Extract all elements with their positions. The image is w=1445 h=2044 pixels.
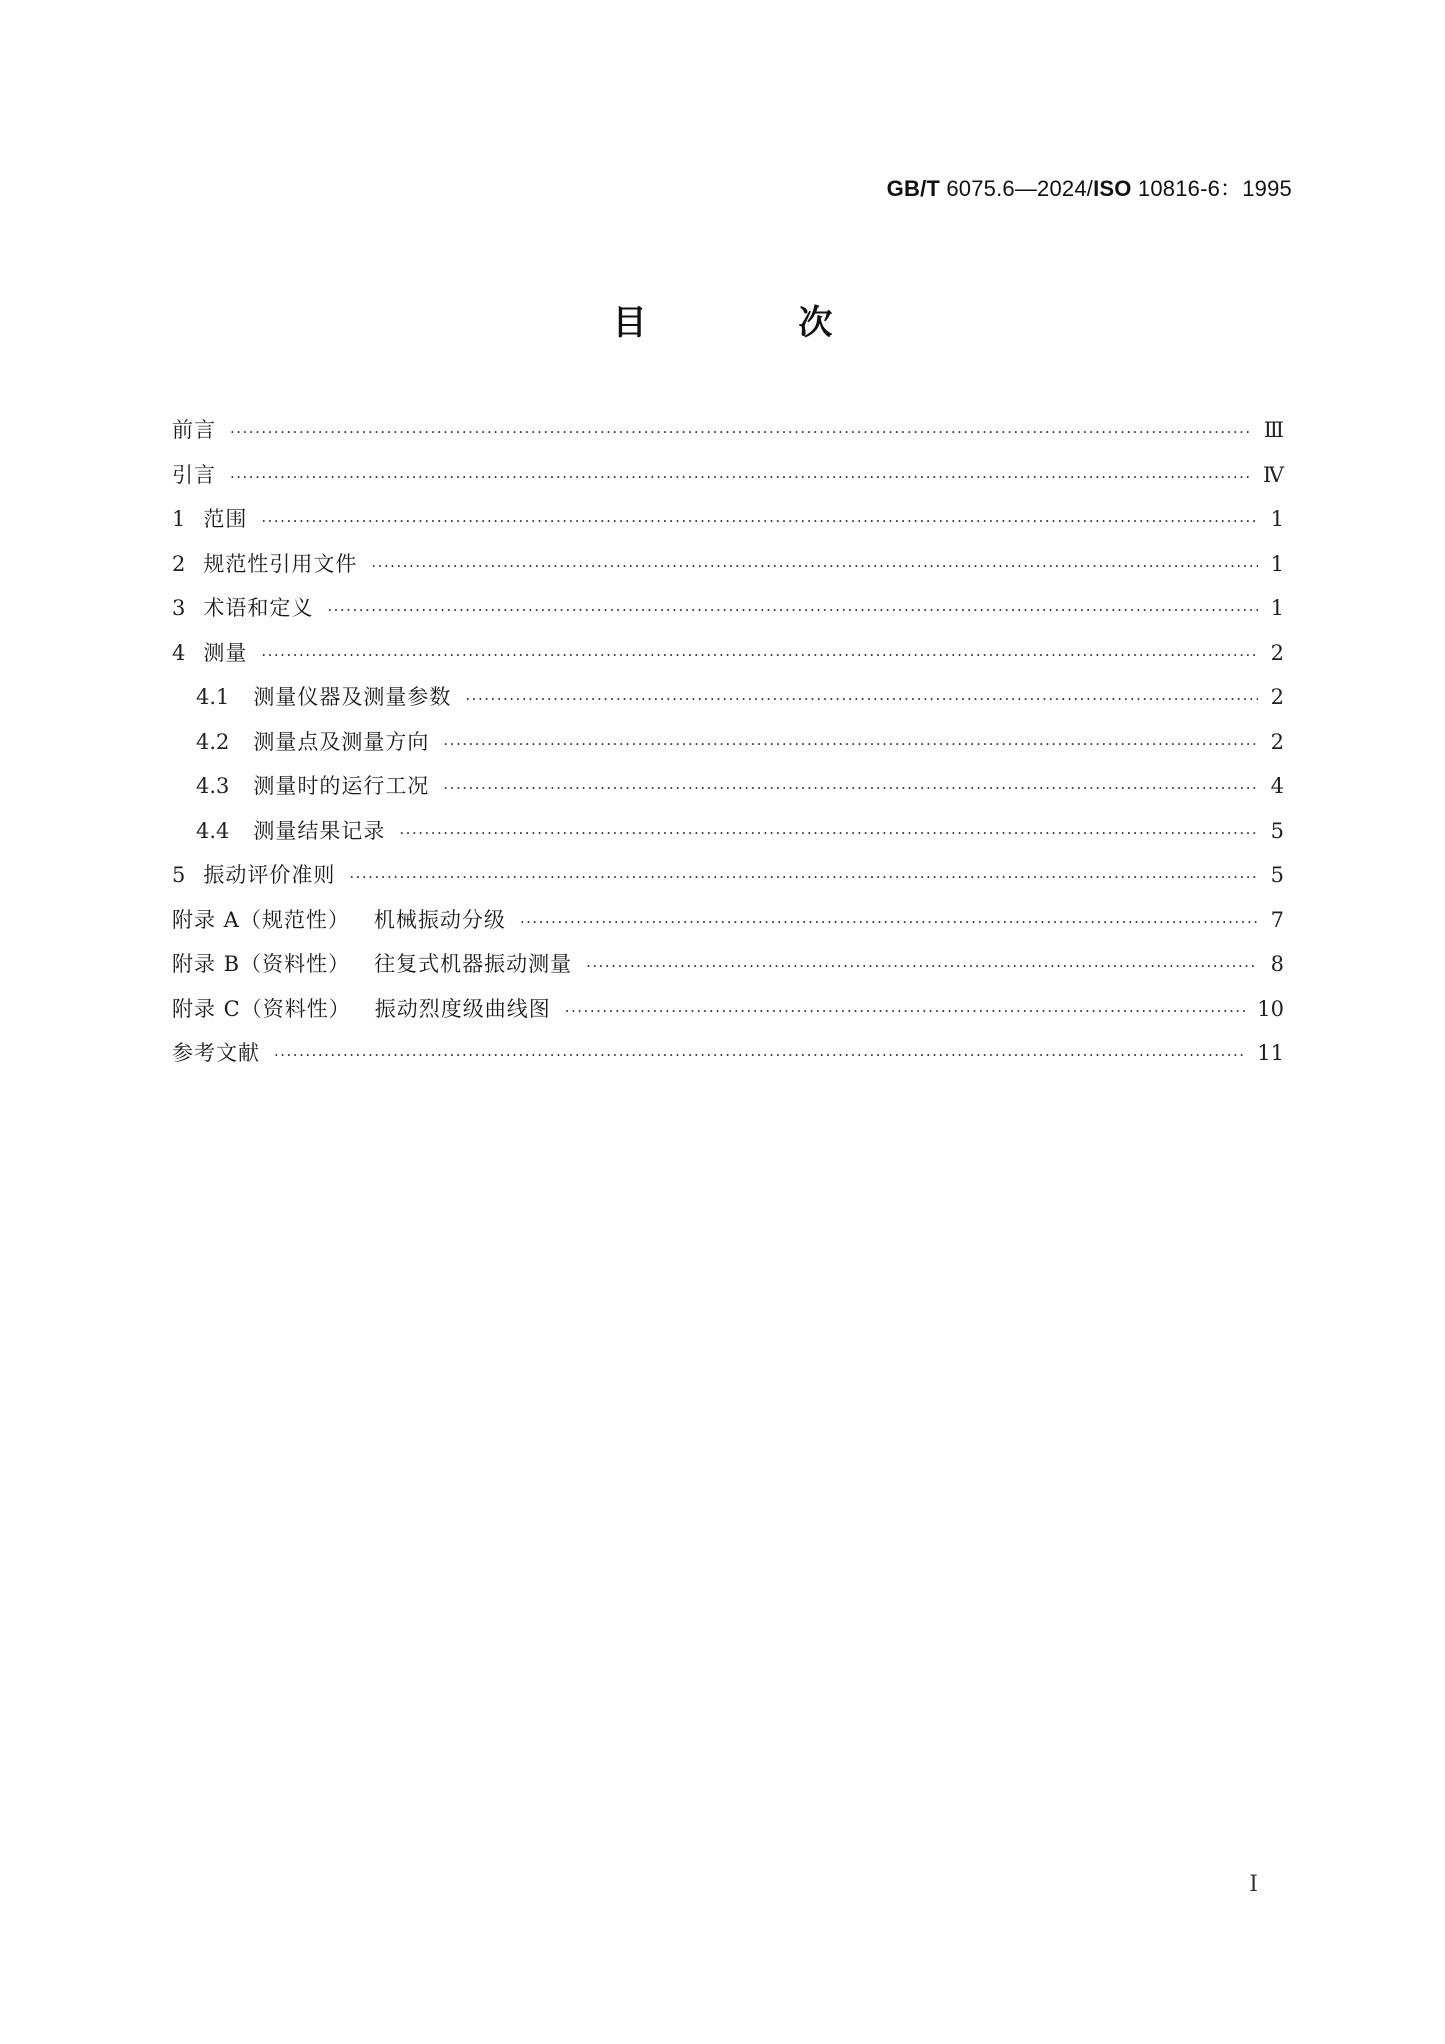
toc-entry-page: Ⅲ [1263, 418, 1284, 442]
toc-entry-label: 参考文献 [172, 1041, 260, 1065]
toc-entry-label: 范围 [203, 507, 248, 531]
toc-entry-number: 5 [172, 863, 186, 887]
toc-entry-page: 1 [1270, 507, 1284, 531]
toc-entry-number: 2 [172, 551, 186, 576]
toc-entry-label: 测量结果记录 [253, 818, 386, 843]
dot-leader [399, 811, 1258, 856]
toc-entry[interactable] [172, 453, 1284, 498]
iso-prefix: ISO [1093, 176, 1132, 201]
toc-entry-number: 4.4 [196, 818, 230, 843]
toc-entry-appendix-title: 往复式机器振动测量 [374, 952, 573, 976]
toc-entry[interactable] [172, 586, 1284, 631]
toc-entry-appendix-title: 振动烈度级曲线图 [374, 996, 551, 1021]
iso-number: 10816-6：1995 [1131, 176, 1292, 201]
toc-entry[interactable] [172, 987, 1284, 1032]
toc-entry-label [172, 898, 506, 943]
dot-leader [443, 766, 1258, 811]
toc-entry-label: 测量仪器及测量参数 [253, 685, 452, 709]
toc-entry-page: 5 [1270, 863, 1284, 887]
toc-entry-label [172, 942, 572, 987]
dot-leader [261, 499, 1258, 544]
footer-page-number: Ⅰ [1249, 1872, 1258, 1897]
toc-entry-appendix-tag: 附录 A（规范性） [172, 907, 350, 932]
toc-entry-label: 引言 [172, 462, 216, 487]
dot-leader [443, 722, 1258, 767]
toc-entry[interactable] [172, 408, 1284, 453]
toc-entry-page: 4 [1270, 774, 1284, 798]
toc-entry-page: 11 [1257, 1041, 1284, 1065]
toc-entry-label: 规范性引用文件 [203, 551, 358, 576]
toc-entry-page: 5 [1270, 818, 1284, 843]
toc-entry-label: 振动评价准则 [203, 863, 336, 887]
table-of-contents [172, 408, 1284, 1076]
standard-code [887, 172, 1292, 203]
toc-entry[interactable] [172, 720, 1284, 765]
toc-entry[interactable] [172, 675, 1284, 720]
toc-entry-label: 测量时的运行工况 [253, 774, 430, 798]
toc-entry-appendix-title: 机械振动分级 [373, 907, 506, 932]
toc-entry[interactable] [172, 542, 1284, 587]
toc-entry-label: 术语和定义 [203, 596, 314, 620]
dot-leader [261, 633, 1258, 678]
toc-entry-number: 4.1 [196, 685, 230, 709]
toc-entry-number: 3 [172, 596, 186, 620]
toc-entry-page: 8 [1270, 952, 1284, 976]
toc-entry-label: 前言 [172, 418, 216, 442]
code-prefix: GB/T [886, 176, 941, 201]
dot-leader [520, 900, 1258, 945]
toc-entry-number: 4.2 [196, 729, 230, 754]
toc-entry-label: 测量 [203, 640, 248, 665]
toc-entry-number: 4 [172, 640, 186, 665]
toc-entry[interactable] [172, 853, 1284, 898]
toc-entry-number: 1 [172, 507, 186, 531]
toc-entry[interactable] [172, 497, 1284, 542]
code-number: 6075.6—2024/ [940, 176, 1094, 201]
dot-leader [274, 1033, 1245, 1078]
toc-entry-page: 7 [1270, 907, 1284, 932]
toc-entry[interactable] [172, 942, 1284, 987]
toc-entry-page: 1 [1270, 596, 1284, 620]
dot-leader [230, 410, 1252, 455]
toc-entry-appendix-tag: 附录 B（资料性） [172, 952, 351, 976]
dot-leader [465, 677, 1258, 722]
toc-entry-page: 1 [1270, 551, 1284, 576]
page-title: 目 次 [612, 303, 903, 343]
toc-entry-appendix-tag: 附录 C（资料性） [172, 996, 351, 1021]
toc-entry-number: 4.3 [196, 774, 230, 798]
toc-entry-page: 10 [1257, 996, 1284, 1021]
toc-entry-page: 2 [1270, 729, 1284, 754]
dot-leader [586, 944, 1258, 989]
dot-leader [230, 455, 1251, 500]
toc-entry[interactable] [172, 631, 1284, 676]
dot-leader [349, 855, 1258, 900]
toc-entry-label: 测量点及测量方向 [253, 729, 430, 754]
toc-entry[interactable] [172, 898, 1284, 943]
toc-entry-page: 2 [1270, 685, 1284, 709]
dot-leader [565, 989, 1246, 1034]
toc-entry[interactable] [172, 809, 1284, 854]
toc-entry-page: Ⅳ [1263, 462, 1284, 487]
toc-entry[interactable] [172, 764, 1284, 809]
toc-entry-label [172, 987, 551, 1032]
dot-leader [327, 588, 1258, 633]
toc-entry[interactable] [172, 1031, 1284, 1076]
dot-leader [371, 544, 1258, 589]
toc-entry-page: 2 [1270, 640, 1284, 665]
